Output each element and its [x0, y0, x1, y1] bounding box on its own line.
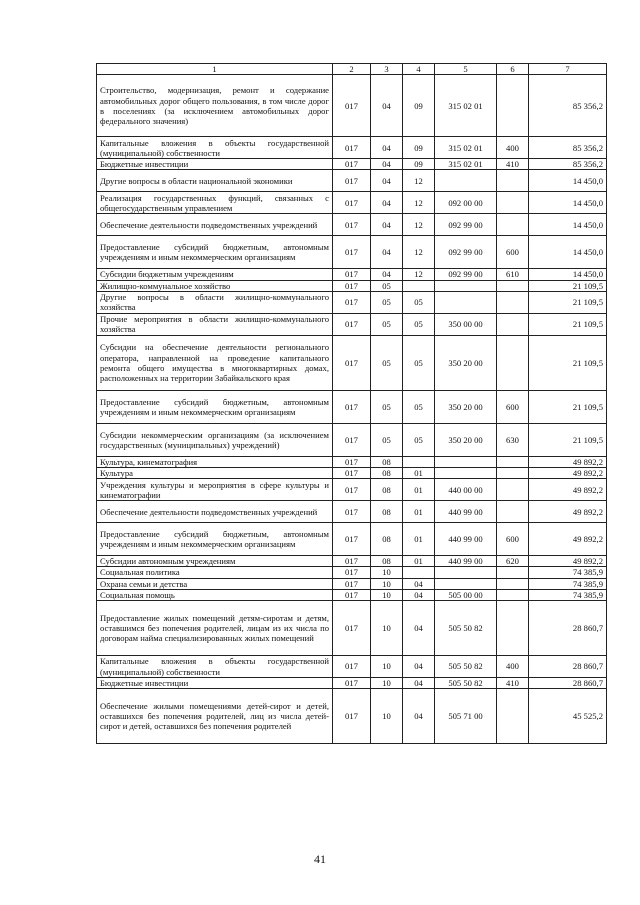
row-name: Предоставление субсидий бюджетным, автономным учреждениям и иным некоммерческим организациям: [97, 390, 333, 423]
row-name: Субсидии некоммерческим организациям (за исключением государственных (муниципальных) учреждений): [97, 423, 333, 456]
row-name: Капитальные вложения в объекты государственной (муниципальной) собственности: [97, 656, 333, 678]
subsection-code: 05: [403, 313, 435, 335]
amount: 49 892,2: [529, 501, 607, 523]
expense-type-code: 410: [497, 678, 529, 689]
target-article-code: 315 02 01: [435, 137, 497, 159]
section-code: 08: [371, 523, 403, 556]
target-article-code: 092 99 00: [435, 269, 497, 280]
section-code: 04: [371, 159, 403, 170]
amount: 14 450,0: [529, 214, 607, 236]
target-article-code: [435, 567, 497, 578]
subsection-code: [403, 280, 435, 291]
table-row: [97, 589, 607, 600]
admin-code: 017: [333, 556, 371, 567]
table-row: [97, 313, 607, 335]
section-code: 10: [371, 589, 403, 600]
column-header: 5: [435, 64, 497, 75]
amount: 45 525,2: [529, 689, 607, 744]
amount: 85 356,2: [529, 75, 607, 137]
target-article-code: 440 99 00: [435, 523, 497, 556]
expense-type-code: [497, 192, 529, 214]
row-name: Капитальные вложения в объекты государственной (муниципальной) собственности: [97, 137, 333, 159]
table-row: [97, 523, 607, 556]
table-row: [97, 501, 607, 523]
table-row: [97, 170, 607, 192]
amount: 14 450,0: [529, 170, 607, 192]
subsection-code: 12: [403, 269, 435, 280]
table-row: [97, 236, 607, 269]
expense-type-code: [497, 170, 529, 192]
target-article-code: 315 02 01: [435, 159, 497, 170]
expense-type-code: 630: [497, 423, 529, 456]
section-code: 08: [371, 479, 403, 501]
section-code: 10: [371, 578, 403, 589]
amount: 49 892,2: [529, 468, 607, 479]
table-row: [97, 137, 607, 159]
target-article-code: 092 00 00: [435, 192, 497, 214]
expense-type-code: 600: [497, 523, 529, 556]
row-name: Обеспечение деятельности подведомственных учреждений: [97, 214, 333, 236]
section-code: 05: [371, 291, 403, 313]
expense-type-code: 410: [497, 159, 529, 170]
column-header: 3: [371, 64, 403, 75]
admin-code: 017: [333, 423, 371, 456]
subsection-code: 04: [403, 601, 435, 656]
target-article-code: 350 20 00: [435, 335, 497, 390]
table-row: [97, 291, 607, 313]
table-row: [97, 479, 607, 501]
expense-type-code: [497, 468, 529, 479]
admin-code: 017: [333, 159, 371, 170]
subsection-code: 12: [403, 236, 435, 269]
subsection-code: 04: [403, 656, 435, 678]
amount: 21 109,5: [529, 291, 607, 313]
table-row: [97, 656, 607, 678]
section-code: 05: [371, 313, 403, 335]
amount: 49 892,2: [529, 556, 607, 567]
section-code: 04: [371, 236, 403, 269]
column-header: 7: [529, 64, 607, 75]
target-article-code: [435, 578, 497, 589]
admin-code: 017: [333, 523, 371, 556]
admin-code: 017: [333, 192, 371, 214]
table-row: [97, 390, 607, 423]
subsection-code: 04: [403, 589, 435, 600]
row-name: Предоставление субсидий бюджетным, автономным учреждениям и иным некоммерческим организациям: [97, 236, 333, 269]
amount: 21 109,5: [529, 423, 607, 456]
expense-type-code: [497, 280, 529, 291]
amount: 74 385,9: [529, 567, 607, 578]
amount: 28 860,7: [529, 656, 607, 678]
page-number: 41: [314, 852, 326, 866]
table-row: [97, 468, 607, 479]
table-row: [97, 75, 607, 137]
amount: 14 450,0: [529, 236, 607, 269]
admin-code: 017: [333, 479, 371, 501]
admin-code: 017: [333, 567, 371, 578]
section-code: 10: [371, 656, 403, 678]
admin-code: 017: [333, 468, 371, 479]
table-row: [97, 280, 607, 291]
subsection-code: [403, 456, 435, 467]
section-code: 04: [371, 170, 403, 192]
expense-type-code: [497, 689, 529, 744]
row-name: Субсидии на обеспечение деятельности регионального оператора, направленной на проведение капитального ремонта общего имущества в многоквартирных домах, расположенных на территории Забайкальского края: [97, 335, 333, 390]
target-article-code: 440 00 00: [435, 479, 497, 501]
target-article-code: [435, 468, 497, 479]
amount: 14 450,0: [529, 192, 607, 214]
expense-type-code: 400: [497, 137, 529, 159]
expense-type-code: [497, 567, 529, 578]
amount: 21 109,5: [529, 390, 607, 423]
amount: 85 356,2: [529, 137, 607, 159]
subsection-code: 12: [403, 214, 435, 236]
admin-code: 017: [333, 456, 371, 467]
admin-code: 017: [333, 291, 371, 313]
table-row: [97, 578, 607, 589]
admin-code: 017: [333, 656, 371, 678]
target-article-code: [435, 291, 497, 313]
target-article-code: [435, 280, 497, 291]
admin-code: 017: [333, 601, 371, 656]
subsection-code: 01: [403, 501, 435, 523]
admin-code: 017: [333, 390, 371, 423]
section-code: 08: [371, 468, 403, 479]
target-article-code: 505 50 82: [435, 678, 497, 689]
section-code: 10: [371, 689, 403, 744]
admin-code: 017: [333, 170, 371, 192]
amount: 85 356,2: [529, 159, 607, 170]
row-name: Социальная политика: [97, 567, 333, 578]
subsection-code: 01: [403, 556, 435, 567]
row-name: Социальная помощь: [97, 589, 333, 600]
row-name: Культура, кинематография: [97, 456, 333, 467]
target-article-code: 505 50 82: [435, 601, 497, 656]
amount: 28 860,7: [529, 601, 607, 656]
table-row: [97, 567, 607, 578]
amount: 49 892,2: [529, 479, 607, 501]
expense-type-code: [497, 601, 529, 656]
admin-code: 017: [333, 689, 371, 744]
row-name: Прочие мероприятия в области жилищно-коммунального хозяйства: [97, 313, 333, 335]
subsection-code: 05: [403, 423, 435, 456]
table-row: [97, 214, 607, 236]
row-name: Учреждения культуры и мероприятия в сфере культуры и кинематографии: [97, 479, 333, 501]
amount: 49 892,2: [529, 523, 607, 556]
section-code: 04: [371, 75, 403, 137]
target-article-code: 092 99 00: [435, 236, 497, 269]
target-article-code: 350 20 00: [435, 390, 497, 423]
amount: 74 385,9: [529, 589, 607, 600]
amount: 28 860,7: [529, 678, 607, 689]
row-name: Предоставление субсидий бюджетным, автономным учреждениям и иным некоммерческим организациям: [97, 523, 333, 556]
row-name: Другие вопросы в области национальной экономики: [97, 170, 333, 192]
subsection-code: 04: [403, 578, 435, 589]
amount: 74 385,9: [529, 578, 607, 589]
row-name: Бюджетные инвестиции: [97, 678, 333, 689]
admin-code: 017: [333, 236, 371, 269]
table-row: [97, 689, 607, 744]
admin-code: 017: [333, 335, 371, 390]
target-article-code: 440 99 00: [435, 501, 497, 523]
subsection-code: 01: [403, 479, 435, 501]
section-code: 05: [371, 280, 403, 291]
target-article-code: 315 02 01: [435, 75, 497, 137]
subsection-code: [403, 567, 435, 578]
section-code: 10: [371, 678, 403, 689]
expense-type-code: 600: [497, 390, 529, 423]
table-row: [97, 556, 607, 567]
column-header: 6: [497, 64, 529, 75]
target-article-code: 505 50 82: [435, 656, 497, 678]
table-row: [97, 192, 607, 214]
section-code: 10: [371, 601, 403, 656]
subsection-code: 01: [403, 523, 435, 556]
target-article-code: [435, 170, 497, 192]
table-row: [97, 335, 607, 390]
admin-code: 017: [333, 269, 371, 280]
section-code: 04: [371, 192, 403, 214]
target-article-code: 440 99 00: [435, 556, 497, 567]
row-name: Обеспечение деятельности подведомственных учреждений: [97, 501, 333, 523]
expense-type-code: 610: [497, 269, 529, 280]
target-article-code: 505 71 00: [435, 689, 497, 744]
subsection-code: 09: [403, 159, 435, 170]
table-row: [97, 456, 607, 467]
section-code: 08: [371, 556, 403, 567]
amount: 14 450,0: [529, 269, 607, 280]
table-row: [97, 423, 607, 456]
subsection-code: 09: [403, 75, 435, 137]
section-code: 08: [371, 456, 403, 467]
row-name: Субсидии автономным учреждениям: [97, 556, 333, 567]
expense-type-code: [497, 578, 529, 589]
column-header: 2: [333, 64, 371, 75]
row-name: Жилищно-коммунальное хозяйство: [97, 280, 333, 291]
amount: 21 109,5: [529, 280, 607, 291]
table-row: [97, 269, 607, 280]
section-code: 04: [371, 137, 403, 159]
target-article-code: 350 20 00: [435, 423, 497, 456]
section-code: 10: [371, 567, 403, 578]
section-code: 04: [371, 269, 403, 280]
expense-type-code: [497, 456, 529, 467]
expense-type-code: [497, 479, 529, 501]
admin-code: 017: [333, 501, 371, 523]
admin-code: 017: [333, 578, 371, 589]
subsection-code: 12: [403, 170, 435, 192]
row-name: Строительство, модернизация, ремонт и содержание автомобильных дорог общего пользования, в том числе дорог в поселениях (за исключением автомобильных дорог федерального значения): [97, 75, 333, 137]
budget-table: [96, 63, 607, 744]
subsection-code: 09: [403, 137, 435, 159]
admin-code: 017: [333, 678, 371, 689]
expense-type-code: 600: [497, 236, 529, 269]
subsection-code: 12: [403, 192, 435, 214]
expense-type-code: [497, 501, 529, 523]
admin-code: 017: [333, 280, 371, 291]
expense-type-code: 400: [497, 656, 529, 678]
row-name: Субсидии бюджетным учреждениям: [97, 269, 333, 280]
admin-code: 017: [333, 214, 371, 236]
row-name: Реализация государственных функций, связанных с общегосударственным управлением: [97, 192, 333, 214]
row-name: Культура: [97, 468, 333, 479]
section-code: 05: [371, 390, 403, 423]
row-name: Охрана семьи и детства: [97, 578, 333, 589]
budget-table-body: [97, 64, 607, 744]
expense-type-code: [497, 589, 529, 600]
expense-type-code: 620: [497, 556, 529, 567]
subsection-code: 05: [403, 335, 435, 390]
table-row: [97, 159, 607, 170]
target-article-code: 350 00 00: [435, 313, 497, 335]
section-code: 05: [371, 335, 403, 390]
section-code: 05: [371, 423, 403, 456]
target-article-code: [435, 456, 497, 467]
table-header-row: [97, 64, 607, 75]
amount: 21 109,5: [529, 335, 607, 390]
admin-code: 017: [333, 589, 371, 600]
admin-code: 017: [333, 137, 371, 159]
table-row: [97, 601, 607, 656]
expense-type-code: [497, 75, 529, 137]
target-article-code: 092 99 00: [435, 214, 497, 236]
admin-code: 017: [333, 75, 371, 137]
subsection-code: 05: [403, 291, 435, 313]
table-row: [97, 678, 607, 689]
column-header: 1: [97, 64, 333, 75]
column-header: 4: [403, 64, 435, 75]
admin-code: 017: [333, 313, 371, 335]
subsection-code: 01: [403, 468, 435, 479]
row-name: Обеспечение жилыми помещениями детей-сирот и детей, оставшихся без попечения родителей, лиц из числа детей-сирот и детей, оставшихся без попечения родителей: [97, 689, 333, 744]
expense-type-code: [497, 335, 529, 390]
expense-type-code: [497, 214, 529, 236]
expense-type-code: [497, 291, 529, 313]
row-name: Бюджетные инвестиции: [97, 159, 333, 170]
section-code: 08: [371, 501, 403, 523]
amount: 49 892,2: [529, 456, 607, 467]
row-name: Другие вопросы в области жилищно-коммунального хозяйства: [97, 291, 333, 313]
row-name: Предоставление жилых помещений детям-сиротам и детям, оставшимся без попечения родителей, лицам из их числа по договорам найма специализированных жилых помещений: [97, 601, 333, 656]
target-article-code: 505 00 00: [435, 589, 497, 600]
section-code: 04: [371, 214, 403, 236]
expense-type-code: [497, 313, 529, 335]
subsection-code: 05: [403, 390, 435, 423]
subsection-code: 04: [403, 689, 435, 744]
subsection-code: 04: [403, 678, 435, 689]
amount: 21 109,5: [529, 313, 607, 335]
